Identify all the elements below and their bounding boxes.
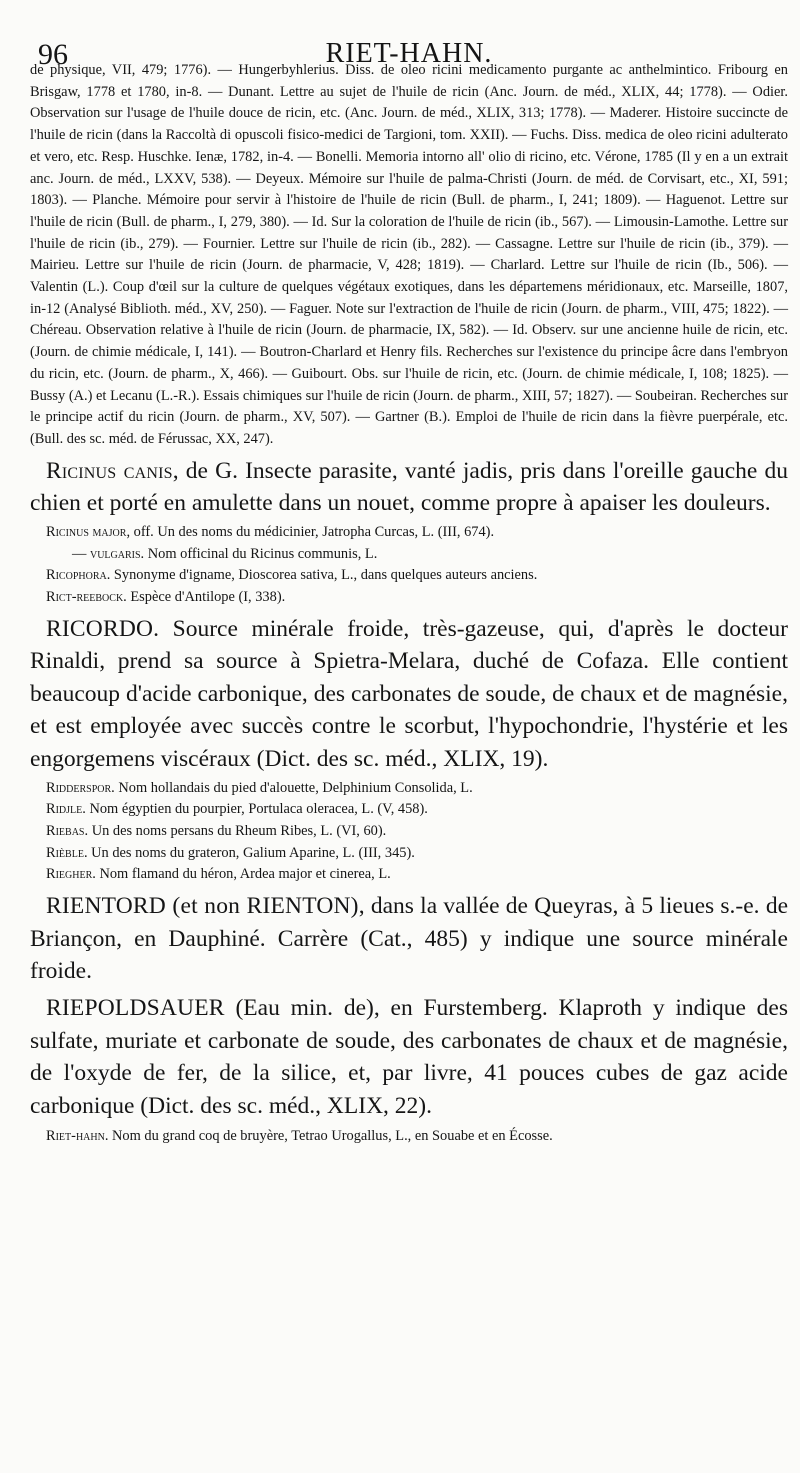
entry-rict-reebock xyxy=(30,587,788,609)
bibliography-text: de physique, VII, 479; 1776). — Hungerbyhlerius. Diss. de oleo ricini medicamento purgante ac anthelmintico. Fribourg en Brisgaw, 1778 et 1780, in-8. — Dunant. Lettre au sujet de l'huile de ricin (Anc. Journ. de méd., XLIX, 44; 1778). — Odier. Observation sur l'usage de l'huile douce de ricin, etc. (Anc. Journ. de méd., XLIX, 313; 1778). — Maderer. Histoire succincte de l'huile de ricin (dans la Raccoltà di opuscoli fisico-medici de Targioni, tom. XXII). — Fuchs. Diss. medica de oleo ricini adulterato et vero, etc. Resp. Huschke. Ienæ, 1782, in-4. — Bonelli. Memoria intorno all' olio di ricino, etc. Vérone, 1785 (Il y en a un extrait anc. Journ. de méd., LXXV, 538). — Deyeux. Mémoire sur l'huile de palma-Christi (Journ. de méd. de Corvisart, etc., XI, 591; 1803). — Planche. Mémoire pour servir à l'histoire de l'huile de ricin (Bull. de pharm., I, 241; 1809). — Haguenot. Lettre sur l'huile de ricin (Bull. de pharm., I, 279, 380). — Id. Sur la coloration de l'huile de ricin (ib., 567). — Limousin-Lamothe. Lettre sur l'huile de ricin (ib., 279). — Fournier. Lettre sur l'huile de ricin (ib., 282). — Cassagne. Lettre sur l'huile de ricin (ib., 379). — Mairieu. Lettre sur l'huile de ricin (Journ. de pharmacie, V, 428; 1819). — Charlard. Lettre sur l'huile de ricin (Ib., 506). — Valentin (L.). Coup d'œil sur la culture de quelques végétaux exotiques, dans les départemens méridionaux, etc. Marseille, 1807, in-12 (Analysé Biblioth. méd., XV, 250). — Faguer. Note sur l'extraction de l'huile de ricin (Journ. de pharm., VIII, 475; 1822). — Chéreau. Observation relative à l'huile de ricin (Journ. de pharmacie, IX, 582). — Id. Observ. sur une ancienne huile de ricin, etc. (Journ. de chimie médicale, I, 141). — Boutron-Charlard et Henry fils. Recherches sur l'existence du principe âcre dans l'embryon du ricin, etc. (Journ. de pharm., X, 466). — Guibourt. Obs. sur l'huile de ricin, etc. (Journ. de chimie médicale, I, 108; 1825). — Bussy (A.) et Lecanu (L.-R.). Essais chimiques sur l'huile de ricin (Journ. de pharm., XIII, 57; 1827). — Soubeiran. Recherches sur le principe actif du ricin (Journ. de pharm., XV, 507). — Gartner (B.). Emploi de l'huile de ricin dans la fièvre puerpérale, etc. (Bull. des sc. méd. de Férussac, XX, 247). xyxy=(30,62,788,447)
entry-ridjle xyxy=(30,799,788,821)
entry-text: . Un des noms persans du Rheum Ribes, L. (VI, 60). xyxy=(84,823,387,840)
entry-ricordo xyxy=(30,613,788,776)
entry-text: . Synonyme d'igname, Dioscorea sativa, L., dans quelques auteurs anciens. xyxy=(106,567,538,584)
entry-rientord xyxy=(30,890,788,988)
entry-headword: Ricophora xyxy=(46,567,107,584)
entry-rieble xyxy=(30,843,788,865)
entry-headword: RICORDO xyxy=(46,615,154,642)
entry-text: . Un des noms du grateron, Galium Aparine, L. (III, 345). xyxy=(83,844,415,861)
entry-headword: Riegher xyxy=(46,866,93,883)
entry-headword: Ridderspor xyxy=(46,779,112,796)
entry-text: , off. Un des noms du médicinier, Jatropha Curcas, L. (III, 674). xyxy=(126,523,495,540)
entry-riet-hahn xyxy=(30,1126,788,1148)
entry-text: (Eau min. de), en Furstemberg. Klaproth y indique des sulfate, muriate et carbonate de soude, des carbonates de chaux et de magnésie, de l'oxyde de fer, de la silice, et, par livre, 41 pouces cubes de gaz acide carbonique (Dict. des sc. méd., XLIX, 22). xyxy=(30,994,788,1119)
entry-ricinus-vulgaris xyxy=(30,544,788,566)
entry-headword: RIENTORD (et non RIENTON) xyxy=(46,893,359,920)
entry-riegher xyxy=(30,864,788,886)
page-number: 96 xyxy=(38,38,68,71)
entry-text: . Nom du grand coq de bruyère, Tetrao Urogallus, L., en Souabe et en Écosse. xyxy=(104,1128,553,1145)
entry-text: , dans la vallée de Queyras, à 5 lieues s.-e. de Briançon, en Dauphiné. Carrère (Cat., 485) y indique une source minérale froide. xyxy=(30,893,788,985)
entry-headword: Riebas xyxy=(46,823,85,840)
entry-text: . Nom officinal du Ricinus communis, L. xyxy=(140,545,378,562)
entry-headword: Rict-reebock xyxy=(46,588,124,605)
entry-headword: Ridjle xyxy=(46,801,83,818)
entry-headword: Ricinus major xyxy=(46,523,127,540)
entry-text: , de G. Insecte parasite, vanté jadis, pris dans l'oreille gauche du chien et porté en amulette dans un nouet, comme propre à apaiser les douleurs. xyxy=(30,457,788,517)
entry-text: . Source minérale froide, très-gazeuse, qui, d'après le docteur Rinaldi, prend sa source à Spietra-Melara, duché de Cofaza. Elle contient beaucoup d'acide carbonique, des carbonates de soude, de chaux et de magnésie, et est employée avec succès contre le scorbut, l'hypochondrie, l'hystérie et les engorgemens viscéraux (Dict. des sc. méd., XLIX, 19). xyxy=(30,615,788,773)
page-header xyxy=(30,16,788,71)
entry-ricinus-canis xyxy=(30,455,788,520)
entry-text: . Nom égyptien du pourpier, Portulaca oleracea, L. (V, 458). xyxy=(82,801,428,818)
entry-ricophora xyxy=(30,565,788,587)
entry-text: . Espèce d'Antilope (I, 338). xyxy=(123,588,286,605)
entry-ricinus-major xyxy=(30,522,788,544)
entry-ridderspor xyxy=(30,778,788,800)
bibliography-continuation xyxy=(30,60,788,451)
entry-headword: Rièble xyxy=(46,844,84,861)
entry-headword: — vulgaris xyxy=(72,545,141,562)
entry-riepoldsauer xyxy=(30,992,788,1122)
entry-text: . Nom flamand du héron, Ardea major et cinerea, L. xyxy=(92,866,391,883)
entry-headword: RIEPOLDSAUER xyxy=(46,994,225,1021)
entry-headword: Ricinus canis xyxy=(46,457,173,484)
entry-headword: Riet-hahn xyxy=(46,1128,105,1145)
entry-text: . Nom hollandais du pied d'alouette, Delphinium Consolida, L. xyxy=(111,779,473,796)
entry-riebas xyxy=(30,821,788,843)
running-head: RIET-HAHN. xyxy=(325,38,493,69)
